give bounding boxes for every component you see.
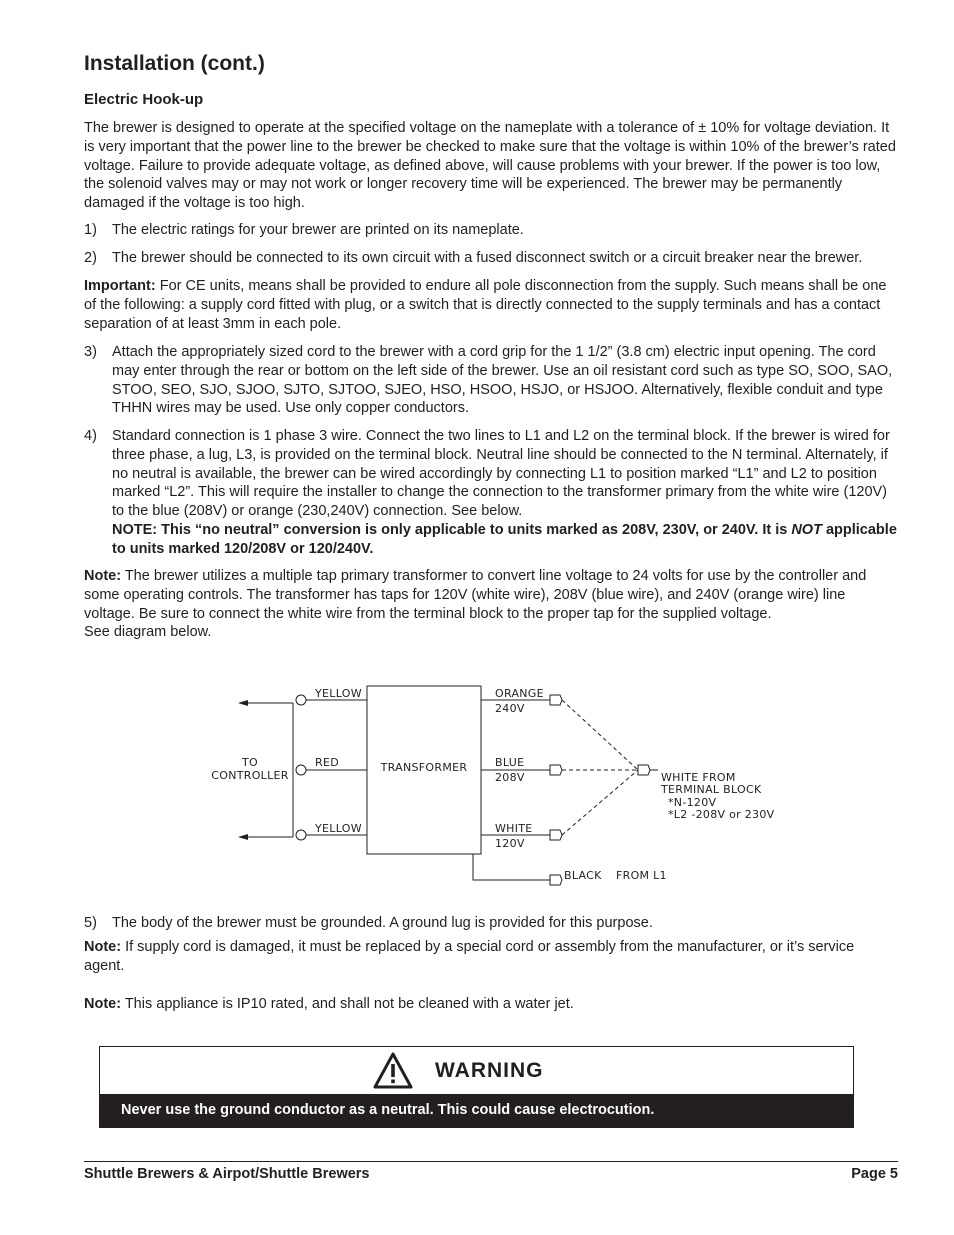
from-l1-label: FROM L1: [616, 869, 667, 882]
wiring-diagram: [200, 670, 800, 900]
orange-label: ORANGE: [495, 687, 544, 700]
v120-label: 120V: [495, 837, 525, 850]
black-connector: [550, 875, 562, 885]
blue-connector: [550, 765, 562, 775]
list-number: 3): [84, 344, 97, 360]
transformer-label: TRANSFORMER: [380, 761, 468, 774]
no-neutral-note-emphasis: NOT: [791, 521, 822, 538]
list-text: The electric ratings for your brewer are printed on its nameplate.: [112, 222, 524, 238]
important-paragraph: [84, 277, 898, 333]
note-text: If supply cord is damaged, it must be replaced by a special cord or assembly from the manufacturer, or it’s service agent.: [84, 939, 855, 974]
note-label: Note:: [84, 939, 122, 955]
white-connector: [550, 830, 562, 840]
yellow-top-label: YELLOW: [315, 687, 362, 700]
list-number: 4): [84, 428, 97, 444]
black-wire: [473, 854, 550, 880]
section-title: Electric Hook-up: [84, 91, 204, 108]
l2-label: *L2 -208V or 230V: [668, 808, 775, 821]
list-text-body: Standard connection is 1 phase 3 wire. Connect the two lines to L1 and L2 on the terminal block. If the brewer is wired for three phase, a lug, L3, is provided on the terminal block. Neutral line should be connected to the N terminal. Alternately, if no neutral is available, the brewer can be wired accordingly by connecting L1 to position marked “L1” and L2 to position marked “L2”. This will require the installer to change the connection to the transformer primary from the white wire (120V) to the blue (208V) or orange (230,240V) connection. See below.: [112, 428, 890, 520]
red-label: RED: [315, 756, 339, 769]
note-text: This appliance is IP10 rated, and shall not be cleaned with a water jet.: [121, 996, 574, 1012]
page-title: Installation (cont.): [84, 52, 265, 75]
wiring-diagram-svg: [200, 670, 800, 900]
no-neutral-note-a: NOTE: This “no neutral” conversion is only applicable to units marked as 208V, 230V, or 240V. It is: [112, 521, 792, 538]
yellow-bottom-label: YELLOW: [315, 822, 362, 835]
white-label: WHITE: [495, 822, 533, 835]
list-number: 1): [84, 222, 97, 238]
red-terminal: [296, 765, 306, 775]
list-text: [112, 427, 898, 559]
list-number: 2): [84, 250, 97, 266]
list-text: The brewer should be connected to its own circuit with a fused disconnect switch or a circuit breaker near the brewer.: [112, 250, 863, 266]
to-controller-label-1: TO: [242, 756, 258, 769]
arrow-top-icon: [238, 700, 248, 706]
list-text: The body of the brewer must be grounded. A ground lug is provided for this purpose.: [112, 915, 653, 931]
note-ip10: [84, 995, 898, 1014]
note-label: Note:: [84, 996, 122, 1012]
white-terminal-connector: [638, 765, 650, 775]
no-neutral-note: [112, 522, 897, 557]
arrow-bottom-icon: [238, 834, 248, 840]
intro-paragraph: The brewer is designed to operate at the specified voltage on the nameplate with a tolerance of ± 10% for voltage deviation. It is very important that the power line to the brewer be checked to make sure that the voltage is within 10% of the brewer’s rated voltage. Failure to provide adequate voltage, as defined above, will cause problems with your brewer. If the power is too low, the solenoid valves may or may not work or longer recovery time will be experienced. The brewer may be permanently damaged if the voltage is too high.: [84, 120, 896, 212]
white-from-label-2: TERMINAL BLOCK: [661, 783, 762, 796]
blue-label: BLUE: [495, 756, 525, 769]
page-footer: [84, 1161, 898, 1182]
note-text: The brewer utilizes a multiple tap primary transformer to convert line voltage to 24 volts for use by the controller and some operating controls. The transformer has taps for 120V (white wire), 208V (blue wire), and 240V (orange wire) line voltage. Be sure to connect the white wire from the terminal block to the proper tap for the supplied voltage.: [84, 568, 867, 622]
v208-label: 208V: [495, 771, 525, 784]
warning-triangle-icon: [373, 1052, 413, 1090]
note-label: Note:: [84, 568, 122, 584]
yellow-terminal-bottom: [296, 830, 306, 840]
n120-label: *N-120V: [668, 796, 717, 809]
warning-title: WARNING: [435, 1059, 544, 1082]
list-text: Attach the appropriately sized cord to the brewer with a cord grip for the 1 1/2” (3.8 cm) electric input opening. The cord may enter through the rear or bottom on the left side of the brewer. Use an oil resistant cord such as type SO, SOO, SAO, STOO, SEO, SJO, SJOO, SJTO, SJTOO, SJEO, HSO, HSOO, HSJO, or HSJOO. Alternatively, flexible conduit and type THHN wires may be used. Use only copper conductors.: [112, 344, 893, 417]
yellow-terminal-top: [296, 695, 306, 705]
orange-connector: [550, 695, 562, 705]
to-controller-label-2: CONTROLLER: [211, 769, 289, 782]
white-from-label-1: WHITE FROM: [661, 771, 736, 784]
note-see-diagram: See diagram below.: [84, 624, 212, 641]
warning-box: [99, 1046, 854, 1128]
important-text: For CE units, means shall be provided to endure all pole disconnection from the supply. Such means shall be one of the following: a supply cord fitted with plug, or a switch that is directly connected to the supply terminals and has a contact separation of at least 3mm in each pole.: [84, 278, 887, 332]
dashed-120v: [562, 770, 638, 835]
dashed-240v: [562, 700, 638, 770]
warning-message: Never use the ground conductor as a neutral. This could cause electrocution.: [121, 1102, 655, 1118]
warning-message-bar: [100, 1094, 853, 1127]
note-supply-cord: [84, 938, 898, 976]
list-number: 5): [84, 915, 97, 931]
warning-header: [100, 1047, 853, 1096]
no-neutral-note-b: applicable to units marked 120/208V or 120/240V.: [112, 521, 897, 557]
important-label: Important:: [84, 278, 156, 294]
page-number: Page 5: [851, 1166, 898, 1182]
note-transformer: [84, 567, 898, 642]
v240-label: 240V: [495, 702, 525, 715]
black-label: BLACK: [564, 869, 602, 882]
footer-title: Shuttle Brewers & Airpot/Shuttle Brewers: [84, 1166, 370, 1182]
